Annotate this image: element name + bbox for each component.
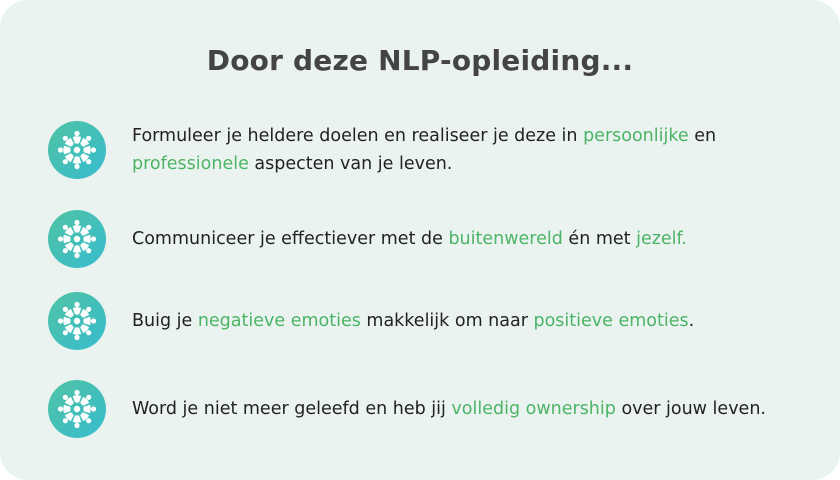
benefit-text-part: en <box>688 126 717 146</box>
benefit-item <box>48 292 788 350</box>
benefit-highlight: persoonlijke <box>583 126 689 146</box>
community-circle-icon <box>48 210 106 268</box>
benefit-highlight: professionele <box>132 154 249 174</box>
benefit-highlight: positieve emoties <box>533 311 689 331</box>
benefit-highlight: buitenwereld <box>448 229 563 249</box>
benefit-text <box>132 307 694 335</box>
benefit-text <box>132 395 766 423</box>
benefit-text-part: . <box>688 311 695 331</box>
benefit-item <box>48 121 788 179</box>
benefit-text-part: én met <box>562 229 637 249</box>
benefit-highlight: jezelf. <box>636 229 687 249</box>
benefit-highlight: volledig ownership <box>451 399 616 419</box>
benefit-text <box>132 225 687 253</box>
community-circle-icon <box>48 380 106 438</box>
benefit-text <box>132 122 788 178</box>
community-circle-icon <box>48 121 106 179</box>
benefit-highlight: negatieve emoties <box>197 311 361 331</box>
benefit-text-part: Buig je <box>132 311 198 331</box>
benefit-text-part: makkelijk om naar <box>360 311 534 331</box>
community-circle-icon <box>48 292 106 350</box>
benefit-text-part: over jouw leven. <box>615 399 766 419</box>
benefit-item <box>48 210 788 268</box>
benefit-text-part: Word je niet meer geleefd en heb jij <box>132 399 452 419</box>
benefit-text-part: Formuleer je heldere doelen en realiseer je deze in <box>132 126 584 146</box>
benefit-item <box>48 380 788 438</box>
card-title: Door deze NLP-opleiding... <box>206 44 634 77</box>
benefit-text-part: aspecten van je leven. <box>248 154 453 174</box>
benefit-text-part: Communiceer je effectiever met de <box>132 229 449 249</box>
